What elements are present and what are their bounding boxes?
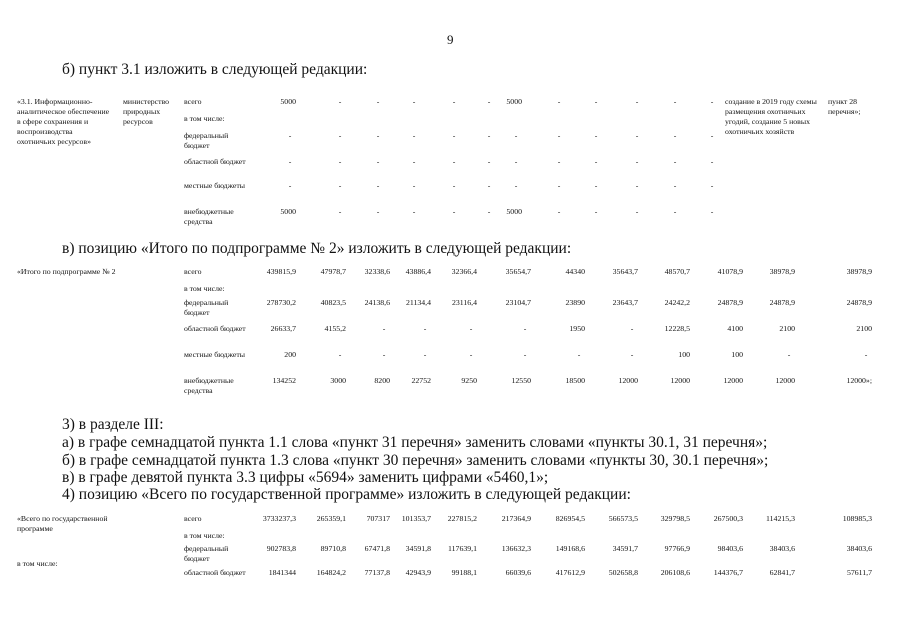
t1-cell-r2-c3: - [412,131,416,140]
item-v: в) в графе девятой пункта 3.3 цифры «5694» заменить цифрами «5460,1»; [62,469,549,486]
t3-source-3: областной бюджет [184,568,246,577]
t1-cell-r0-c8: - [594,97,598,106]
t3-source-2: федеральный бюджет [184,544,229,563]
t1-cell-r3-c8: - [594,157,598,166]
t1-cell-r2-c9: - [635,131,639,140]
t1-cell-r0-c10: - [673,97,677,106]
t1-cell-r0-c9: - [635,97,639,106]
t3-cell-r0-c1: 265359,1 [316,514,346,523]
t2-cell-r2-c10: 24878,9 [769,298,795,307]
t1-source-3: областной бюджет [184,157,246,166]
t3-cell-r2-c2: 67471,8 [364,544,390,553]
t2-source-2: федеральный бюджет [184,298,229,317]
t1-cell-r4-c4: - [452,181,456,190]
t2-source-3: областной бюджет [184,324,246,333]
t2-cell-r3-c6: 1950 [569,324,585,333]
t1-cell-r5-c9: - [635,207,639,216]
t2-cell-r4-c6: - [577,350,581,359]
t1-executor: министерство природных ресурсов [123,97,170,126]
t2-cell-r2-c4: 23116,4 [451,298,477,307]
t1-cell-r0-c0: 5000 [280,97,296,106]
t3-cell-r3-c11: 57611,7 [846,568,872,577]
t1-cell-r2-c2: - [376,131,380,140]
t2-cell-r0-c10: 38978,9 [769,267,795,276]
t2-cell-r5-c3: 22752 [411,376,431,385]
t1-cell-r3-c9: - [635,157,639,166]
t3-cell-r3-c7: 502658,8 [608,568,638,577]
t2-cell-r4-c11: - [864,350,868,359]
t2-cell-r5-c5: 12550 [511,376,531,385]
t1-cell-r3-c2: - [376,157,380,166]
page-number: 9 [447,32,454,47]
t1-source-1: в том числе: [184,114,225,123]
t1-link: пункт 28 перечня»; [828,97,861,116]
t2-cell-r4-c8: 100 [678,350,690,359]
t1-cell-r4-c3: - [412,181,416,190]
t3-name: «Всего по государственной программе [17,514,108,533]
t2-cell-r2-c8: 24242,2 [664,298,690,307]
t3-cell-r3-c0: 1841344 [268,568,296,577]
t2-cell-r5-c1: 3000 [330,376,346,385]
t2-cell-r3-c8: 12228,5 [664,324,690,333]
t2-source-4: местные бюджеты [184,350,246,359]
item-b: б) в графе семнадцатой пункта 1.3 слова «пункт 30 перечня» заменить словами «пункты 30, 30.1 перечня»; [62,452,769,469]
t3-cell-r3-c1: 164824,2 [316,568,346,577]
t2-cell-r2-c2: 24138,6 [364,298,390,307]
t1-cell-r0-c6: 5000 [506,97,522,106]
t1-cell-r4-c0: - [288,181,292,190]
t2-cell-r5-c0: 134252 [272,376,296,385]
t2-cell-r4-c3: - [423,350,427,359]
t2-cell-r3-c7: - [630,324,634,333]
t3-cell-r0-c9: 267500,3 [713,514,743,523]
t2-cell-r5-c10: 12000 [775,376,795,385]
t3-cell-r3-c6: 417612,9 [555,568,585,577]
t3-cell-r2-c8: 97766,9 [664,544,690,553]
t2-cell-r2-c1: 40823,5 [320,298,346,307]
t1-cell-r0-c5: - [487,97,491,106]
t1-cell-r0-c11: - [710,97,714,106]
t2-cell-r3-c4: - [469,324,473,333]
t1-cell-r2-c4: - [452,131,456,140]
t1-cell-r5-c10: - [673,207,677,216]
t1-cell-r3-c4: - [452,157,456,166]
t1-cell-r0-c3: - [412,97,416,106]
t2-cell-r4-c4: - [469,350,473,359]
t3-cell-r3-c10: 62841,7 [769,568,795,577]
t1-source-2: федеральный бюджет [184,131,229,150]
t3-cell-r3-c4: 99188,1 [451,568,477,577]
t1-cell-r3-c11: - [710,157,714,166]
t2-cell-r0-c0: 439815,9 [266,267,296,276]
t3-cell-r2-c7: 34591,7 [612,544,638,553]
t1-cell-r4-c7: - [557,181,561,190]
t1-cell-r5-c8: - [594,207,598,216]
paragraph-v: в) позицию «Итого по подпрограмме № 2» изложить в следующей редакции: [62,240,572,257]
t1-cell-r5-c0: 5000 [280,207,296,216]
t2-cell-r3-c3: - [423,324,427,333]
t3-cell-r3-c5: 66039,6 [505,568,531,577]
t1-cell-r5-c6: 5000 [506,207,522,216]
t2-cell-r2-c9: 24878,9 [717,298,743,307]
t2-source-5: внебюджетные средства [184,376,234,395]
t2-cell-r5-c4: 9250 [461,376,477,385]
t1-cell-r4-c2: - [376,181,380,190]
t1-name: «3.1. Информационно-аналитическое обеспечение в сфере сохранения и воспроизводства охотничьих ресурсов» [17,97,110,146]
t2-cell-r0-c7: 35643,7 [612,267,638,276]
t3-cell-r2-c1: 89710,8 [320,544,346,553]
t3-cell-r0-c6: 826954,5 [555,514,585,523]
t2-cell-r5-c11: 12000»; [846,376,872,385]
t1-cell-r3-c1: - [338,157,342,166]
t2-cell-r3-c9: 4100 [727,324,743,333]
t2-cell-r0-c1: 47978,7 [320,267,346,276]
t1-cell-r4-c9: - [635,181,639,190]
t3-cell-r3-c2: 77137,8 [364,568,390,577]
t2-cell-r5-c9: 12000 [723,376,743,385]
t2-cell-r0-c11: 38978,9 [846,267,872,276]
t1-cell-r4-c5: - [487,181,491,190]
t3-cell-r2-c3: 34591,8 [405,544,431,553]
t3-cell-r2-c5: 136632,3 [501,544,531,553]
t1-cell-r4-c8: - [594,181,598,190]
t2-cell-r3-c2: - [382,324,386,333]
t2-source-0: всего [184,267,202,276]
t1-cell-r2-c0: - [288,131,292,140]
t2-cell-r4-c10: - [787,350,791,359]
t3-cell-r0-c7: 566573,5 [608,514,638,523]
t1-source-4: местные бюджеты [184,181,246,190]
t3-source-1: в том числе: [184,531,225,540]
t2-cell-r3-c10: 2100 [779,324,795,333]
t3-cell-r3-c3: 42943,9 [405,568,431,577]
t2-source-1: в том числе: [184,284,225,293]
t2-cell-r3-c11: 2100 [856,324,872,333]
t2-cell-r4-c1: - [338,350,342,359]
t1-cell-r3-c3: - [412,157,416,166]
t2-cell-r2-c11: 24878,9 [846,298,872,307]
t1-cell-r3-c6: - [514,157,518,166]
t2-cell-r5-c7: 12000 [618,376,638,385]
t2-name: «Итого по подпрограмме № 2 [17,267,116,276]
t2-cell-r3-c5: - [523,324,527,333]
t1-cell-r3-c7: - [557,157,561,166]
t2-cell-r4-c0: 200 [284,350,296,359]
t3-cell-r2-c10: 38403,6 [769,544,795,553]
t1-cell-r5-c4: - [452,207,456,216]
t2-cell-r2-c7: 23643,7 [612,298,638,307]
t1-cell-r2-c6: - [514,131,518,140]
t3-cell-r3-c9: 144376,7 [713,568,743,577]
paragraph-b: б) пункт 3.1 изложить в следующей редакции: [62,61,368,78]
t2-cell-r4-c9: 100 [731,350,743,359]
t3-incl: в том числе: [17,559,58,568]
t3-cell-r2-c9: 98403,6 [717,544,743,553]
t1-cell-r5-c1: - [338,207,342,216]
t1-cell-r5-c3: - [412,207,416,216]
t3-cell-r2-c6: 149168,6 [555,544,585,553]
t1-source-5: внебюджетные средства [184,207,234,226]
t2-cell-r3-c0: 26633,7 [270,324,296,333]
t1-cell-r2-c1: - [338,131,342,140]
t3-cell-r0-c5: 217364,9 [501,514,531,523]
t3-cell-r0-c2: 707317 [366,514,390,523]
t1-cell-r3-c5: - [487,157,491,166]
t2-cell-r4-c7: - [630,350,634,359]
t1-cell-r4-c10: - [673,181,677,190]
t2-cell-r3-c1: 4155,2 [324,324,346,333]
t1-cell-r5-c11: - [710,207,714,216]
t1-cell-r0-c7: - [557,97,561,106]
t2-cell-r0-c5: 35654,7 [505,267,531,276]
t2-cell-r5-c2: 8200 [374,376,390,385]
t2-cell-r2-c6: 23890 [565,298,585,307]
t1-cell-r5-c2: - [376,207,380,216]
t3-cell-r2-c11: 38403,6 [846,544,872,553]
t2-cell-r2-c5: 23104,7 [505,298,531,307]
t2-cell-r0-c6: 44340 [565,267,585,276]
t1-cell-r4-c11: - [710,181,714,190]
t3-cell-r0-c8: 329798,5 [660,514,690,523]
item-4: 4) позицию «Всего по государственной программе» изложить в следующей редакции: [62,486,631,503]
t2-cell-r0-c9: 41078,9 [717,267,743,276]
t1-result: создание в 2019 году схемы размещения охотничьих угодий, создание 5 новых охотничьих хозяйств [725,97,817,136]
t1-cell-r2-c5: - [487,131,491,140]
t2-cell-r0-c4: 32366,4 [451,267,477,276]
t1-cell-r5-c7: - [557,207,561,216]
t3-cell-r3-c8: 206108,6 [660,568,690,577]
t3-cell-r0-c3: 101353,7 [401,514,431,523]
t1-cell-r4-c1: - [338,181,342,190]
t1-cell-r0-c4: - [452,97,456,106]
t1-cell-r4-c6: - [514,181,518,190]
t3-cell-r2-c0: 902783,8 [266,544,296,553]
t1-cell-r0-c1: - [338,97,342,106]
t1-cell-r2-c10: - [673,131,677,140]
t1-cell-r2-c7: - [557,131,561,140]
t1-cell-r5-c5: - [487,207,491,216]
t2-cell-r0-c2: 32338,6 [364,267,390,276]
item-a: а) в графе семнадцатой пункта 1.1 слова «пункт 31 перечня» заменить словами «пункты 30.1, 31 перечня»; [62,434,768,451]
t3-cell-r0-c11: 108985,3 [842,514,872,523]
t3-cell-r0-c4: 227815,2 [447,514,477,523]
t1-cell-r2-c11: - [710,131,714,140]
t1-cell-r3-c0: - [288,157,292,166]
t2-cell-r5-c8: 12000 [670,376,690,385]
t2-cell-r0-c3: 43886,4 [405,267,431,276]
t2-cell-r2-c3: 21134,4 [405,298,431,307]
t1-cell-r3-c10: - [673,157,677,166]
t2-cell-r5-c6: 18500 [565,376,585,385]
t3-cell-r2-c4: 117639,1 [448,544,477,553]
t2-cell-r4-c2: - [382,350,386,359]
t2-cell-r0-c8: 48570,7 [664,267,690,276]
t3-source-0: всего [184,514,202,523]
t1-cell-r0-c2: - [376,97,380,106]
section-3-heading: 3) в разделе III: [62,416,164,433]
t2-cell-r2-c0: 278730,2 [266,298,296,307]
t3-cell-r0-c0: 3733237,3 [262,514,296,523]
t2-cell-r4-c5: - [523,350,527,359]
t1-cell-r2-c8: - [594,131,598,140]
t1-source-0: всего [184,97,202,106]
t3-cell-r0-c10: 114215,3 [766,514,795,523]
